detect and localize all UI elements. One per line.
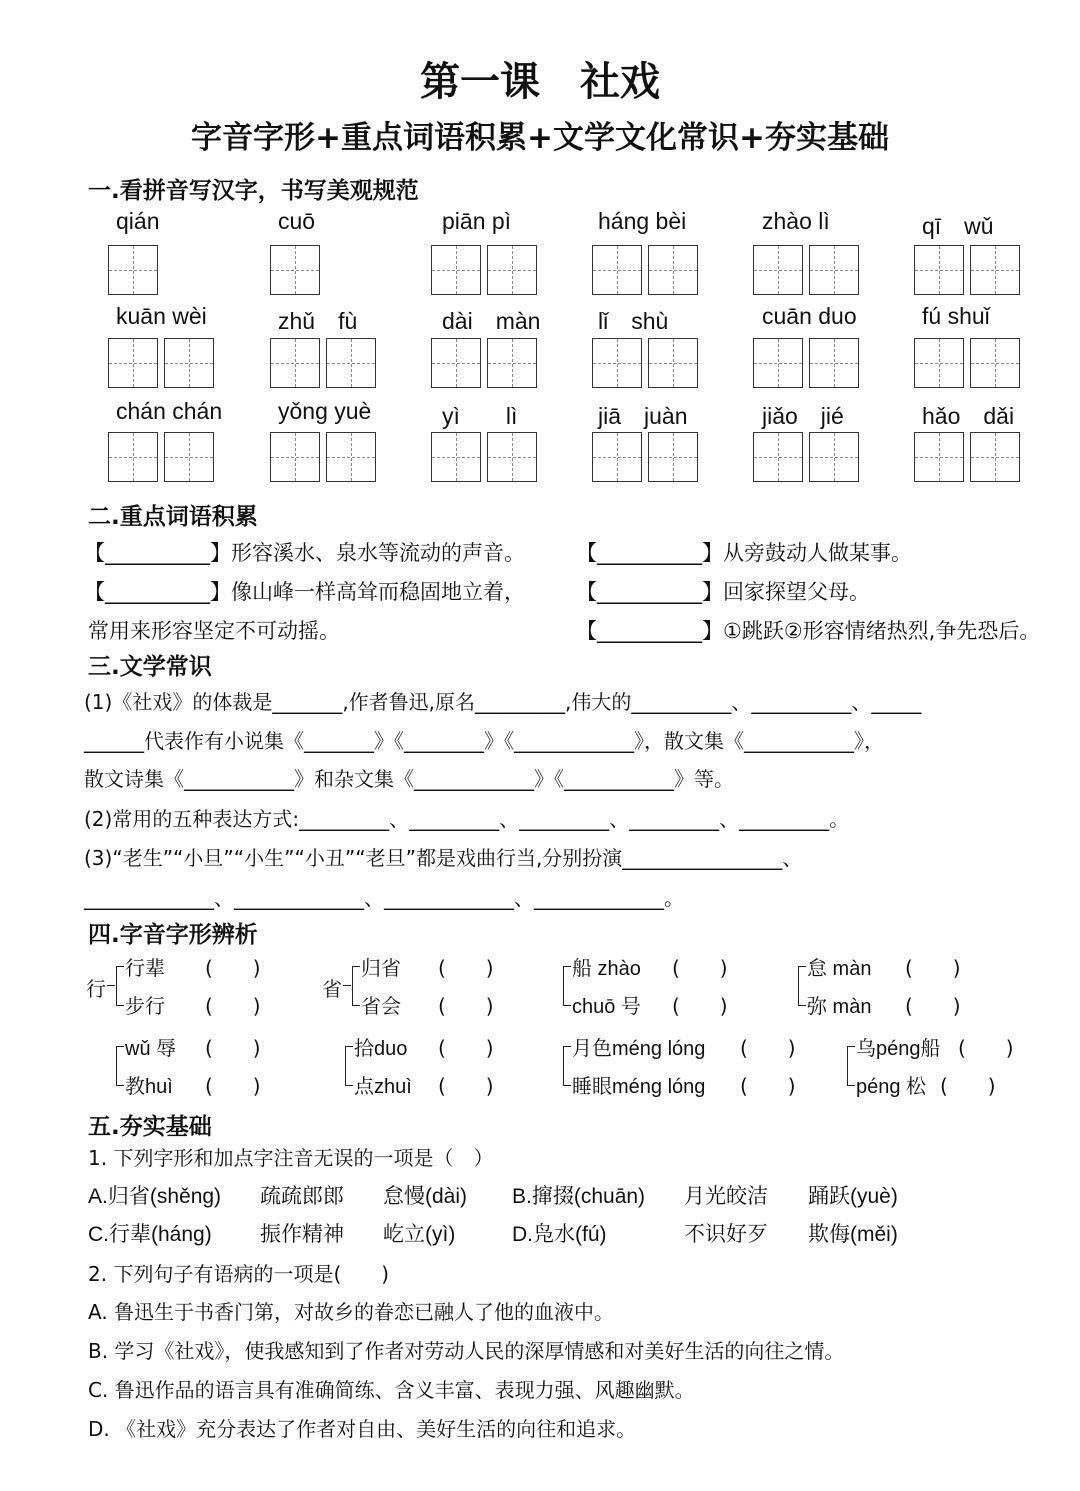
word-item: 点zhuì [354,1076,412,1098]
answer-blank[interactable]: ( ) [740,1074,796,1098]
writing-box[interactable] [270,338,320,388]
writing-box[interactable] [487,245,537,295]
lit-q2: (2)常用的五种表达方式:_________、_________、_________、_________、_________。 [84,807,850,831]
lit-q3-line1: (3)“老生”“小旦”“小生”“小丑”“老旦”都是戏曲行当,分别扮演________________、 [84,846,803,870]
answer-blank[interactable]: ( ) [438,956,494,980]
brace-tip [107,985,115,986]
writing-box[interactable] [970,338,1020,388]
writing-box[interactable] [809,432,859,482]
page-subtitle: 字音字形+重点词语积累+文学文化常识+夯实基础 [191,120,889,156]
word-item: 归省 [361,956,401,980]
pinyin-label: zhǔ fù [278,308,358,334]
lit-q3-line2: _____________、_____________、_____________、_____________。 [84,886,684,910]
answer-blank[interactable]: ( ) [905,956,961,980]
writing-box[interactable] [108,432,158,482]
word-item: 月色méng lóng [572,1038,706,1060]
answer-blank[interactable]: ( ) [905,994,961,1018]
option-item: 踊跃(yuè) [808,1185,898,1208]
word-item: 弥 màn [807,996,872,1018]
answer-blank[interactable]: ( ) [438,994,494,1018]
vocab-item-1: 【__________】形容溪水、泉水等流动的声音。 [84,541,525,565]
word-item: 教huì [125,1076,173,1098]
writing-box[interactable] [970,245,1020,295]
vocab-item-3: 【__________】像山峰一样高耸而稳固地立着， [84,580,525,604]
option-item: 怠慢(dài) [383,1185,468,1208]
writing-box[interactable] [270,432,320,482]
pinyin-label: kuān wèi [116,303,207,329]
option-item: B.撺掇(chuān) [512,1185,646,1208]
pinyin-label: chán chán [116,398,223,424]
lit-q1-line1: (1)《社戏》的体裁是_______,作者鲁迅,原名_________,伟大的__________、__________、_____ [84,690,922,714]
answer-blank[interactable]: ( ) [672,956,728,980]
writing-box[interactable] [487,338,537,388]
option-item: C.行辈(háng) [88,1223,212,1246]
group-head: 省 [322,977,342,1001]
section-4-heading: 四.字音字形辨析 [88,922,258,948]
option-item: D.凫水(fú) [512,1223,607,1246]
pinyin-label: jiā juàn [598,403,688,429]
writing-box[interactable] [431,245,481,295]
word-item: wǔ 辱 [125,1038,177,1060]
writing-box[interactable] [487,432,537,482]
option-item: 欺侮(měi) [808,1223,898,1246]
brace [847,1046,855,1086]
word-item: 船 zhào [572,958,641,980]
writing-box[interactable] [326,338,376,388]
writing-box[interactable] [431,432,481,482]
option-item: 不识好歹 [684,1223,768,1246]
brace [798,966,806,1006]
word-item: 省会 [361,994,401,1018]
answer-blank[interactable]: ( ) [958,1036,1014,1060]
pinyin-label: lǐ shù [598,308,669,334]
word-item: 步行 [125,994,165,1018]
brace [352,966,360,1006]
pinyin-label: fú shuǐ [922,303,990,329]
writing-box[interactable] [270,245,320,295]
brace [345,1046,353,1086]
vocab-item-4: 【__________】回家探望父母。 [576,580,870,604]
answer-blank[interactable]: ( ) [438,1036,494,1060]
basic-q1: 1. 下列字形和加点字注音无误的一项是（ ） [88,1146,494,1170]
writing-box[interactable] [326,432,376,482]
writing-box[interactable] [914,245,964,295]
pinyin-label: qián [116,208,160,234]
pinyin-label: piān pì [442,208,512,234]
writing-box[interactable] [809,245,859,295]
pinyin-label: cuān duo [762,303,857,329]
vocab-item-5: 【__________】①跳跃②形容情绪热烈,争先恐后。 [576,619,1041,643]
option-item: 疏疏郎郎 [260,1185,344,1208]
word-item: chuō 号 [572,996,641,1018]
writing-box[interactable] [164,338,214,388]
pinyin-label: yì lì [442,403,518,429]
brace [116,1046,124,1086]
option-item: 振作精神 [260,1223,344,1246]
lit-q1-line3: 散文诗集《___________》和杂文集《____________》《___________》等。 [84,767,734,791]
brace [563,1046,571,1086]
answer-blank[interactable]: ( ) [672,994,728,1018]
writing-box[interactable] [108,338,158,388]
section-3-heading: 三.文学常识 [88,654,212,680]
word-item: péng 松 [856,1076,927,1098]
writing-box[interactable] [970,432,1020,482]
writing-box[interactable] [592,245,642,295]
pinyin-label: zhào lì [762,208,830,234]
writing-box[interactable] [648,245,698,295]
writing-box[interactable] [592,338,642,388]
writing-box[interactable] [592,432,642,482]
word-item: 乌péng船 [856,1038,941,1060]
group-head: 行 [86,977,106,1001]
basic-q2: 2. 下列句子有语病的一项是( ) [88,1262,390,1286]
writing-box[interactable] [648,338,698,388]
pinyin-label: hǎo dǎi [922,403,1015,429]
answer-blank[interactable]: ( ) [438,1074,494,1098]
pinyin-label: yǒng yuè [278,398,372,424]
writing-box[interactable] [108,245,158,295]
answer-blank[interactable]: ( ) [940,1074,996,1098]
answer-blank[interactable]: ( ) [205,956,261,980]
pinyin-label: háng bèi [598,208,687,234]
option-item: 屹立(yì) [383,1223,456,1246]
page-title: 第一课 社戏 [420,59,660,105]
word-item: 睡眼méng lóng [572,1076,706,1098]
writing-box[interactable] [914,432,964,482]
writing-box[interactable] [648,432,698,482]
writing-box[interactable] [753,338,803,388]
word-item: 拾duo [354,1038,408,1060]
writing-box[interactable] [914,338,964,388]
pinyin-label: dài màn [442,308,541,334]
section-1-heading: 一.看拼音写汉字，书写美观规范 [88,178,419,204]
brace [116,966,124,1006]
writing-box[interactable] [164,432,214,482]
vocab-item-3-cont: 常用来形容坚定不可动摇。 [88,619,340,643]
vocab-item-2: 【__________】从旁鼓动人做某事。 [576,541,912,565]
section-5-heading: 五.夯实基础 [88,1114,212,1140]
pinyin-label: qī wǔ [922,213,994,239]
option-item: 月光皎洁 [684,1185,768,1208]
brace-tip [343,985,351,986]
option-line: C. 鲁迅作品的语言具有准确简练、含义丰富、表现力强、风趣幽默。 [88,1378,695,1402]
brace [563,966,571,1006]
lit-q1-line2: ______代表作有小说集《_______》《________》《____________》，散文集《___________》， [84,729,884,753]
option-line: B. 学习《社戏》，使我感知到了作者对劳动人民的深厚情感和对美好生活的向往之情。 [88,1339,845,1363]
pinyin-label: cuō [278,208,316,234]
writing-box[interactable] [753,432,803,482]
word-item: 怠 màn [807,958,872,980]
writing-box[interactable] [431,338,481,388]
writing-box[interactable] [809,338,859,388]
answer-blank[interactable]: ( ) [205,1036,261,1060]
word-item: 行辈 [125,956,165,980]
answer-blank[interactable]: ( ) [205,994,261,1018]
section-2-heading: 二.重点词语积累 [88,504,258,530]
option-line: A. 鲁迅生于书香门第，对故乡的眷恋已融人了他的血液中。 [88,1300,615,1324]
option-line: D. 《社戏》充分表达了作者对自由、美好生活的向往和追求。 [88,1417,637,1441]
answer-blank[interactable]: ( ) [205,1074,261,1098]
answer-blank[interactable]: ( ) [740,1036,796,1060]
option-item: A.归省(shěng) [88,1185,222,1208]
writing-box[interactable] [753,245,803,295]
pinyin-label: jiǎo jié [762,403,844,429]
